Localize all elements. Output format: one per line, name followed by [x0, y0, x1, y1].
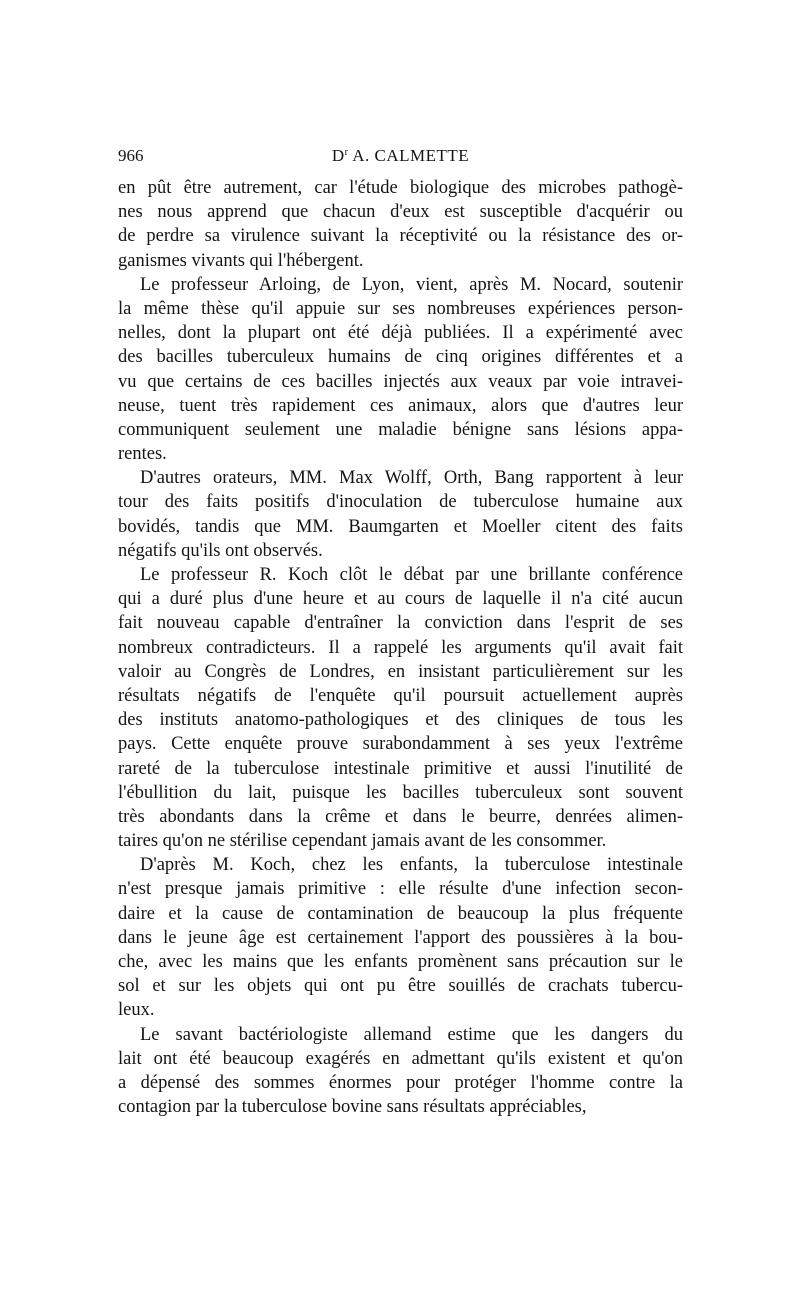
paragraph [118, 1023, 683, 1120]
running-head [118, 146, 683, 166]
text-line: lait ont été beaucoup exagérés en admettant qu'ils existent et qu'on [118, 1048, 683, 1069]
text-line: sol et sur les objets qui ont pu être souillés de crachats tubercu- [118, 976, 683, 997]
text-line: nombreux contradicteurs. Il a rappelé les arguments qu'il avait fait [118, 637, 683, 658]
text-line: qui a duré plus d'une heure et au cours de laquelle il n'a cité aucun [118, 589, 683, 610]
text-line: vu que certains de ces bacilles injectés aux veaux par voie intravei- [118, 371, 683, 392]
text-line: che, avec les mains que les enfants promènent sans précaution sur le [118, 952, 683, 972]
paragraph [118, 176, 683, 273]
text-line: en pût être autrement, car l'étude biologique des microbes pathogè- [118, 178, 683, 198]
text-line: de perdre sa virulence suivant la réceptivité ou la résistance des or- [118, 226, 683, 247]
text-line: Le professeur Arloing, de Lyon, vient, après M. Nocard, soutenir [140, 274, 683, 295]
text-line: négatifs qu'ils ont observés. [118, 540, 323, 561]
page-header [118, 146, 683, 168]
text-line: la même thèse qu'il appuie sur ses nombreuses expériences person- [118, 298, 683, 319]
paragraph [118, 273, 683, 467]
text-line: D'après M. Koch, chez les enfants, la tuberculose intestinale [140, 855, 683, 876]
text-line: pays. Cette enquête prouve surabondamment à ses yeux l'extrême [118, 734, 683, 755]
author-name: A. CALMETTE [348, 146, 470, 165]
text-line: communiquent seulement une maladie bénigne sans lésions appa- [118, 419, 683, 440]
text-line: D'autres orateurs, MM. Max Wolff, Orth, Bang rapportent à leur [140, 468, 683, 489]
text-line: rentes. [118, 444, 167, 465]
text-line: taires qu'on ne stérilise cependant jamais avant de les consommer. [118, 831, 607, 852]
paragraph [118, 853, 683, 1022]
text-line: a dépensé des sommes énormes pour protéger l'homme contre la [118, 1072, 683, 1093]
text-line: l'ébullition du lait, puisque les bacilles tuberculeux sont souvent [118, 782, 683, 803]
text-line: tour des faits positifs d'inoculation de tuberculose humaine aux [118, 492, 683, 513]
text-line: très abondants dans la crême et dans le beurre, denrées alimen- [118, 806, 683, 827]
text-line: des instituts anatomo-pathologiques et des cliniques de tous les [118, 710, 683, 731]
text-line: nelles, dont la plupart ont été déjà publiées. Il a expérimenté avec [118, 323, 683, 344]
body-text [118, 176, 683, 1119]
text-line: nes nous apprend que chacun d'eux est susceptible d'acquérir ou [118, 202, 683, 223]
text-line: neuse, tuent très rapidement ces animaux, alors que d'autres leur [118, 395, 683, 416]
text-line: résultats négatifs de l'enquête qu'il poursuit actuellement auprès [118, 685, 683, 706]
text-line: daire et la cause de contamination de beaucoup la plus fréquente [118, 903, 683, 924]
text-line: ganismes vivants qui l'hébergent. [118, 250, 364, 271]
paragraph [118, 466, 683, 563]
text-line: rareté de la tuberculose intestinale primitive et aussi l'inutilité de [118, 758, 683, 779]
author-prefix: D [331, 146, 345, 165]
text-line: Le professeur R. Koch clôt le débat par une brillante conférence [140, 565, 683, 585]
page-number: 966 [118, 146, 144, 165]
text-line: leux. [118, 1000, 155, 1021]
text-line: n'est presque jamais primitive : elle résulte d'une infection secon- [118, 879, 683, 900]
author-sup: r [344, 147, 349, 158]
text-line: contagion par la tuberculose bovine sans résultats appréciables, [118, 1097, 587, 1118]
text-line: valoir au Congrès de Londres, en insistant particulièrement sur les [118, 661, 683, 682]
text-line: fait nouveau capable d'entraîner la conviction dans l'esprit de ses [118, 613, 683, 634]
text-line: bovidés, tandis que MM. Baumgarten et Moeller citent des faits [118, 516, 683, 537]
text-line: des bacilles tuberculeux humains de cinq origines différentes et a [118, 347, 683, 368]
text-line: Le savant bactériologiste allemand estime que les dangers du [140, 1024, 683, 1045]
text-line: dans le jeune âge est certainement l'apport des poussières à la bou- [118, 927, 683, 948]
paragraph [118, 563, 683, 853]
